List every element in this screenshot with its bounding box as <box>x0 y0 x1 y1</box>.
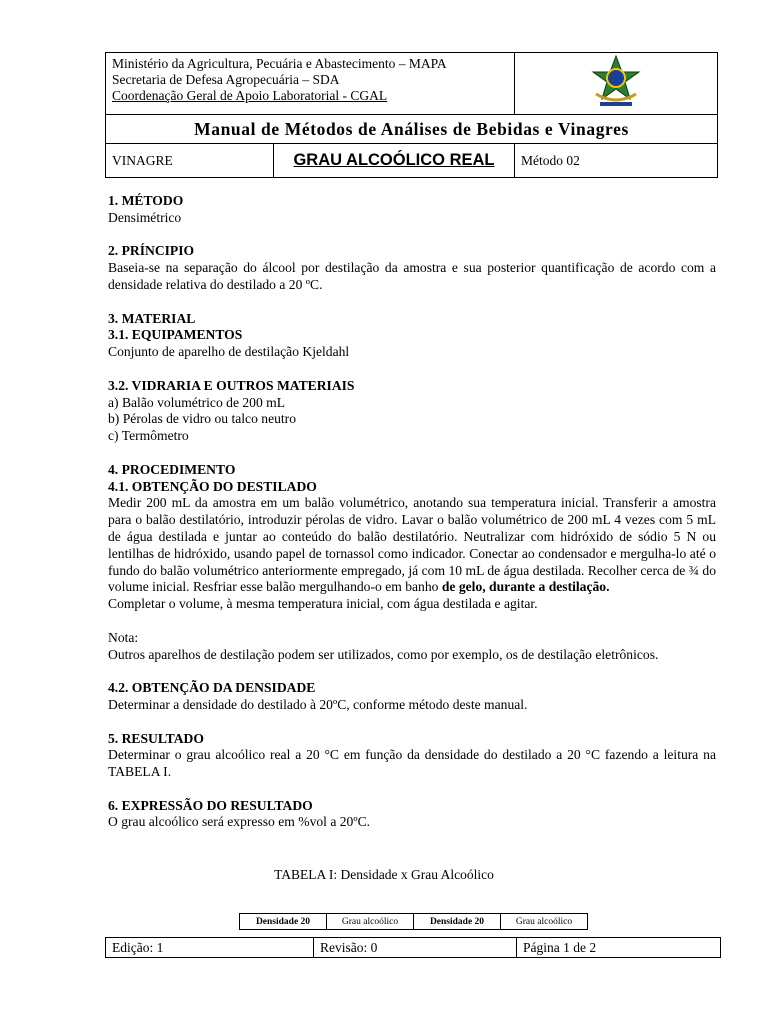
section-4-1-text2: Completar o volume, à mesma temperatura inicial, com água destilada e agitar. <box>108 596 538 612</box>
section-2-title: 2. PRÍNCIPIO <box>108 243 195 259</box>
note-title: Nota: <box>108 629 139 645</box>
table-caption: TABELA I: Densidade x Grau Alcoólico <box>274 867 494 882</box>
section-3-1-title: 3.1. EQUIPAMENTOS <box>108 327 243 343</box>
document-header <box>105 52 718 178</box>
coordination-line: Coordenação Geral de Apoio Laboratorial - CGAL <box>112 88 388 103</box>
revision-label: Revisão: 0 <box>314 938 517 958</box>
section-1-text: Densimétrico <box>108 209 182 225</box>
section-1-title: 1. MÉTODO <box>108 193 184 208</box>
method-title: GRAU ALCOÓLICO REAL <box>274 144 515 178</box>
material-item-c: c) Termômetro <box>108 428 189 444</box>
material-item-b: b) Pérolas de vidro ou talco neutro <box>108 411 296 427</box>
logo-cell <box>515 53 718 115</box>
section-4-2-text: Determinar a densidade do destilado à 20ºC, conforme método deste manual. <box>108 696 528 712</box>
page-number: Página 1 de 2 <box>517 938 721 958</box>
table-header-alcohol-1: Grau alcoólico <box>327 914 414 930</box>
density-table-header <box>239 913 588 930</box>
note-text: Outros aparelhos de destilação podem ser utilizados, como por exemplo, os de destilação eletrônicos. <box>108 646 659 662</box>
section-3-1-text: Conjunto de aparelho de destilação Kjeldahl <box>108 344 350 360</box>
section-4-2-title: 4.2. OBTENÇÃO DA DENSIDADE <box>108 680 316 696</box>
secretariat-line: Secretaria de Defesa Agropecuária – SDA <box>112 72 340 87</box>
ministry-line: Ministério da Agricultura, Pecuária e Abastecimento – MAPA <box>112 56 447 71</box>
document-body <box>108 193 716 831</box>
page-footer <box>105 937 721 958</box>
method-number: Método 02 <box>515 144 718 178</box>
section-2-text: Baseia-se na separação do álcool por destilação da amostra e sua posterior quantificação de acordo com a densidade relativa do destilado a 20 ºC. <box>108 260 716 292</box>
section-4-1-bold: de gelo, durante a destilação. <box>441 579 610 595</box>
material-item-a: a) Balão volumétrico de 200 mL <box>108 394 286 410</box>
section-6-text: O grau alcoólico será expresso em %vol a 20ºC. <box>108 814 371 830</box>
org-block <box>106 53 515 115</box>
category-label: VINAGRE <box>106 144 274 178</box>
section-4-title: 4. PROCEDIMENTO <box>108 461 236 477</box>
table-header-density-1: Densidade 20 <box>240 914 327 930</box>
section-5-title: 5. RESULTADO <box>108 730 204 746</box>
section-5-text: Determinar o grau alcoólico real a 20 °C em função da densidade do destilado a 20 °C fazendo a leitura na TABELA I. <box>108 747 716 780</box>
section-3-title: 3. MATERIAL <box>108 310 196 326</box>
brazil-coat-of-arms-icon <box>586 54 646 108</box>
table-header-alcohol-2: Grau alcoólico <box>501 914 588 930</box>
table-header-density-2: Densidade 20 <box>414 914 501 930</box>
section-6-title: 6. EXPRESSÃO DO RESULTADO <box>108 797 313 813</box>
section-4-1-text: Medir 200 mL da amostra em um balão volumétrico, anotando sua temperatura inicial. Transferir a amostra para o balão destilatório, introduzir pérolas de vidro. Lavar o balão volumétrico de 200 mL 4 vezes com 5 mL de água destilada e juntar ao conteúdo do balão destilatório. Neutralizar com hidróxido de sódio 5 N ou lentilhas de hidróxido, usando papel de tornassol como indicador. Conectar ao condensador e mergulha-lo até o fundo do balão volumétrico anteriormente empregado, já com 10 mL de água destilada. Recolher cerca de ¾ do volume inicial. Resfriar esse balão mergulhando-o em banho de gelo, durante a destilação. <box>108 495 716 595</box>
section-3-2-title: 3.2. VIDRARIA E OUTROS MATERIAIS <box>108 377 355 393</box>
edition-label: Edição: 1 <box>106 938 314 958</box>
manual-title: Manual de Métodos de Análises de Bebidas e Vinagres <box>106 115 718 144</box>
section-4-1-title: 4.1. OBTENÇÃO DO DESTILADO <box>108 478 317 494</box>
